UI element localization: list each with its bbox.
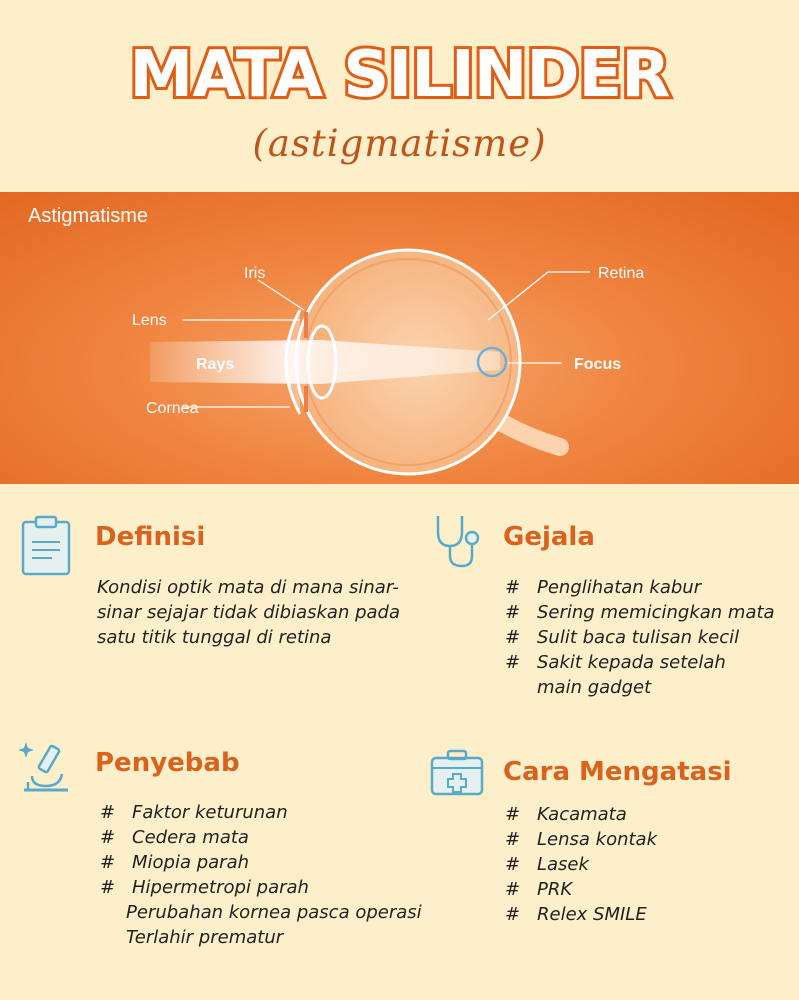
eye-diagram-banner: [0, 192, 799, 484]
definisi-title: Definisi: [95, 522, 206, 552]
penyebab-list: [100, 800, 460, 950]
list-item: Terlahir prematur: [126, 927, 284, 948]
list-item: # Lensa kontak: [505, 829, 657, 850]
list-item: # Relex SMILE: [505, 904, 647, 925]
cara-list: [505, 802, 785, 927]
list-item: # Lasek: [505, 854, 589, 875]
definisi-text: Kondisi optik mata di mana sinar-sinar sejajar tidak dibiaskan pada satu titik tunggal di retina: [97, 577, 400, 648]
list-item: # Penglihatan kabur: [505, 577, 702, 598]
gejala-list: [505, 575, 795, 700]
gejala-title: Gejala: [503, 522, 595, 552]
label-retina: Retina: [598, 265, 645, 282]
list-item: # Hipermetropi parah: [100, 877, 309, 898]
list-item: # Sering memicingkan mata: [505, 602, 775, 623]
list-item: # Cedera mata: [100, 827, 249, 848]
cara-title: Cara Mengatasi: [503, 757, 732, 787]
label-rays: Rays: [196, 356, 235, 373]
clipboard-icon: [20, 514, 72, 580]
list-item: # Miopia parah: [100, 852, 250, 873]
penyebab-title: Penyebab: [95, 748, 240, 778]
page-title: MATA SILINDER: [129, 38, 670, 112]
diagram-heading: Astigmatisme: [28, 205, 149, 227]
list-item: # Sulit baca tulisan kecil: [505, 627, 740, 648]
list-item: # Faktor keturunan: [100, 802, 288, 823]
label-lens: Lens: [132, 312, 167, 329]
stethoscope-icon: [430, 512, 486, 576]
label-focus: Focus: [574, 356, 622, 373]
medical-kit-icon: [430, 748, 484, 802]
list-item: # PRK: [505, 879, 573, 900]
list-item: Perubahan kornea pasca operasi: [126, 902, 422, 923]
list-item: # Kacamata: [505, 804, 627, 825]
label-iris: Iris: [244, 265, 266, 282]
eye-diagram: [0, 192, 799, 484]
label-cornea: Cornea: [146, 400, 199, 417]
microscope-icon: [18, 738, 74, 800]
page-subtitle: (astigmatisme): [252, 122, 547, 165]
list-item: # Sakit kepada setelah main gadget: [505, 652, 726, 698]
